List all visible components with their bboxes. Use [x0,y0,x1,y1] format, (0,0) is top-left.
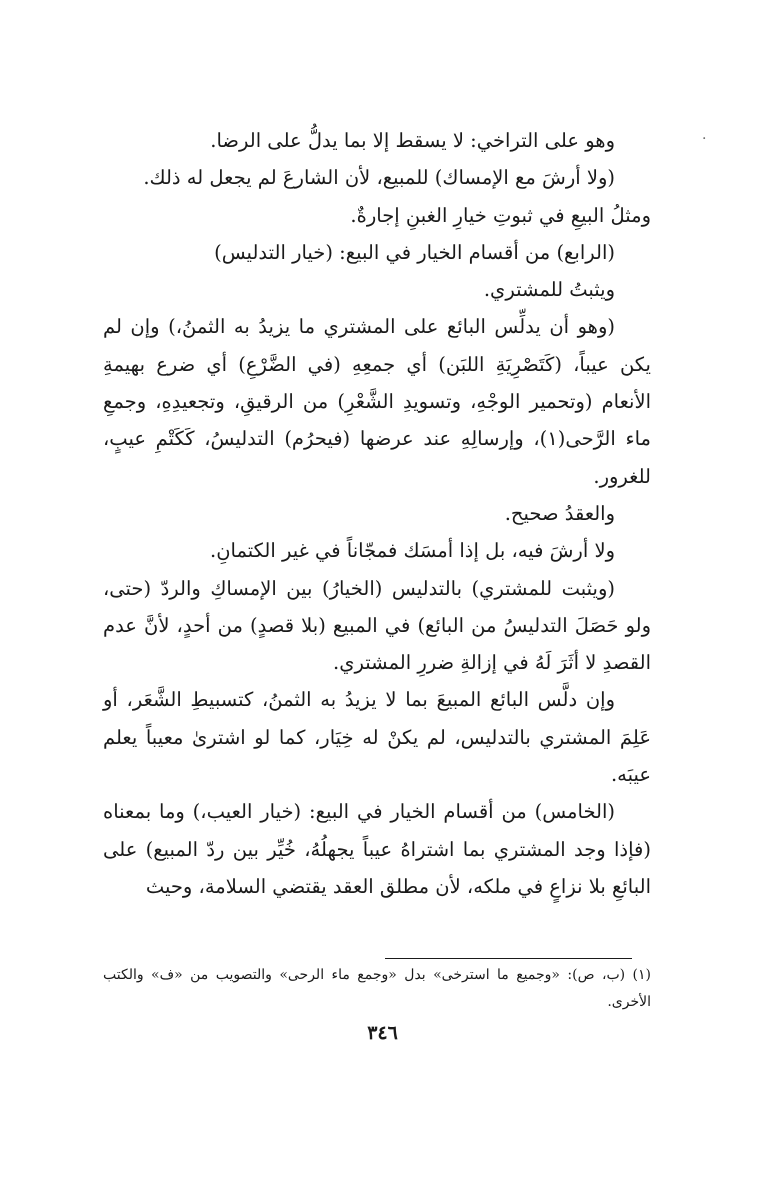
paragraph: (ولا أرشَ مع الإمساك) للمبيع، لأن الشارعَ لم يجعل له ذلك. [143,166,615,190]
paragraph: (ويثبت للمشتري) بالتدليس (الخيارُ) بين الإمساكِ والردّ (حتى، ولو حَصَلَ التدليسُ من البائع) في المبيع (بلا قصدٍ) من أحدٍ، لأنَّ عدم القصدِ لا أثَرَ لَهُ في إزالةِ ضررِ المشتري. [103,576,651,675]
paragraph: (الرابع) من أقسام الخيار في البيع: (خيار التدليس) [214,240,615,264]
paragraph: ومثلُ البيعِ في ثبوتِ خيارِ الغبنِ إجارةٌ. [350,203,651,227]
paragraph: (وهو أن يدلِّس البائع على المشتري ما يزيدُ به الثمنُ،) وإن لم يكن عيباً، (كَتَصْرِيَةِ اللبَن) أي جمعِهِ (في الضَّرْعِ) أي ضرع بهيمةِ الأنعام (وتحمير الوجْهِ، وتسويدِ الشَّعْرِ) من الرقيقِ، وتجعيدِهِ، وجمعِ ماء الرَّحى(١)، وإرسالِهِ عند عرضها (فيحرُم) التدليسُ، كَكَتْمِ عيبٍ، للغرور. [103,315,651,488]
paragraph: وهو على التراخي: لا يسقط إلا بما يدلُّ على الرضا. [210,129,615,152]
footnote-block [103,962,651,1016]
paragraph: ولا أرشَ فيه، بل إذا أمسَك فمجّاناً في غير الكتمانِ. [210,539,615,563]
main-text-block [103,122,651,905]
footnote-divider [385,958,632,959]
paragraph: ويثبتُ للمشتري. [483,278,615,302]
footnote-text: (١) (ب، ص): «وجميع ما استرخى» بدل «وجمع ماء الرحى» والتصويب من «ف» والكتب الأخرى. [103,967,651,1010]
paragraph: (الخامس) من أقسام الخيار في البيع: (خيار العيب،) وما بمعناه (فإذا وجد المشتري بما اشتراهُ عيباً يجهلُهُ، خُيِّر بين ردّ المبيع) على البائعِ بلا نزاعٍ في ملكه، لأن مطلق العقد يقتضي السلامة، وحيث [103,800,651,898]
margin-mark: · [702,131,707,147]
page-number: ٣٤٦ [367,1022,398,1044]
paragraph: والعقدُ صحيح. [504,501,615,525]
paragraph: وإن دلَّس البائع المبيعَ بما لا يزيدُ به الثمنُ، كتسبيطِ الشَّعَر، أو عَلِمَ المشتري بالتدليس، لم يكنْ له خِيَار، كما لو اشترىٰ معيباً يعلم عيبَه. [103,688,651,787]
